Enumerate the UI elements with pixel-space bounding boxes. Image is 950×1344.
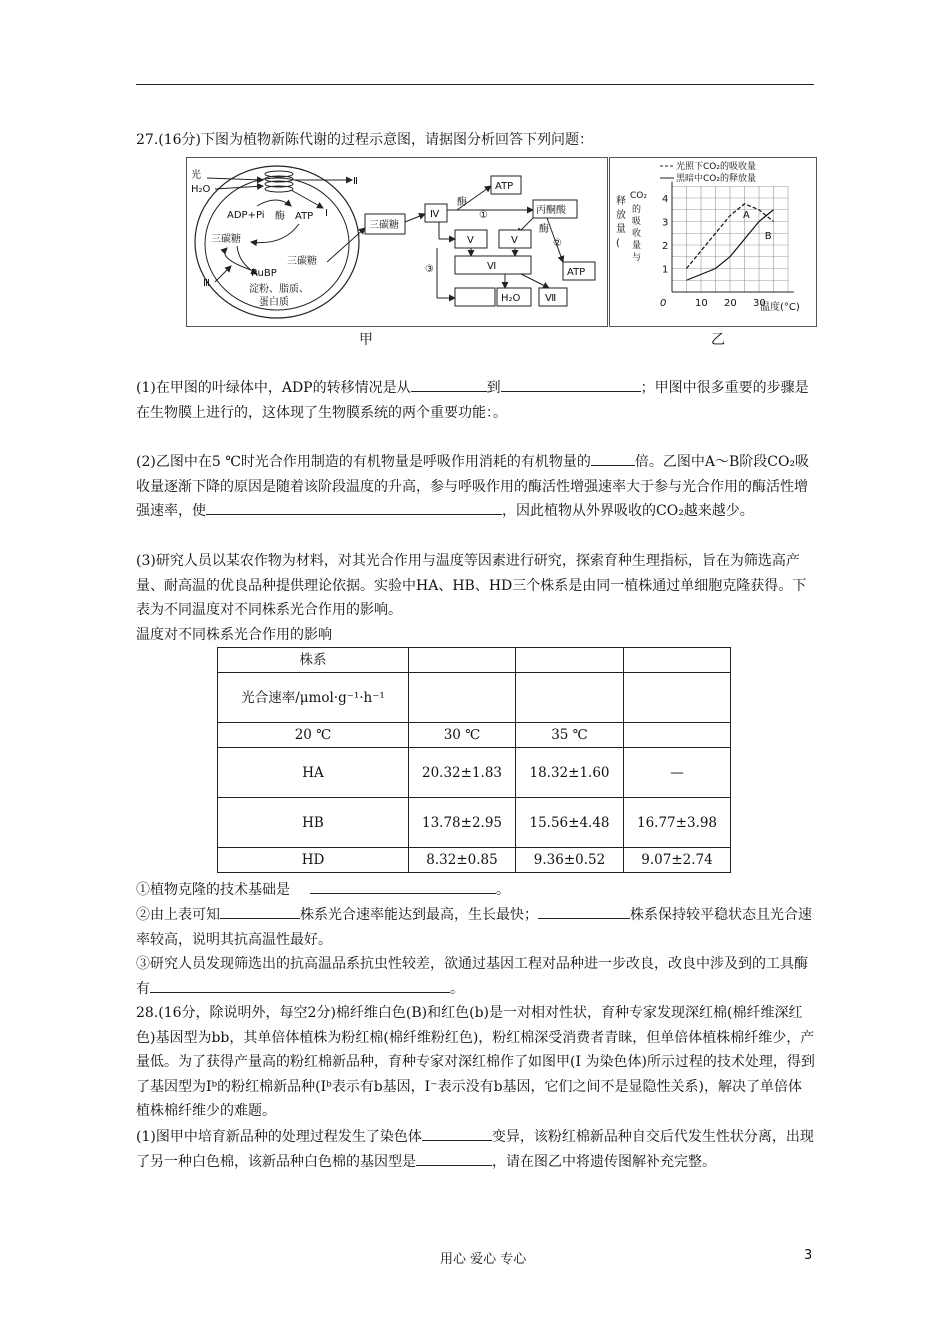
header-rule	[136, 84, 814, 85]
roman-VII: Ⅶ	[545, 293, 557, 304]
h2o-label: H₂O	[191, 184, 211, 195]
roman-VI: Ⅵ	[487, 261, 497, 272]
row-name: HB	[218, 798, 409, 848]
q27-intro: 27.(16分)下图为植物新陈代谢的过程示意图，请据图分析回答下列问题：	[136, 132, 594, 148]
th-strain: 株系	[218, 648, 409, 673]
q28-s1-text-b: 变异，该粉红棉新品种自交后代发生性状分离，出现了另一种白色棉，该新品种白色棉的基因型是	[136, 1129, 814, 1170]
light-label: 光	[191, 170, 201, 181]
q27-q3-text-a: ③研究人员发现筛选出的抗高温品系抗虫性较差，欲通过基因工程对品种进一步改良，改良中涉及到的工具酶有	[136, 956, 808, 997]
circle-1: ①	[479, 210, 488, 221]
cell: 20.32±1.83	[409, 748, 516, 798]
row-name: HD	[218, 848, 409, 873]
q28-intro: 28.(16分，除说明外，每空2分)棉纤维白色(B)和红色(b)是一对相对性状，育种专家发现深红棉(棉纤维深红色)基因型为bb，其单倍体植株为粉红棉(棉纤维粉红色)，粉红棉深受消费者青睐，但单倍体植株棉纤维少，产量低。为了获得产量高的粉红棉新品种，育种专家对深红棉作了如图甲(Ⅰ 为染色体)所示过程的技术处理，得到了基因型为Ⅰᵇ的粉红棉新品种(Ⅰᵇ表示有b基因，Ⅰ⁻表示没有b基因，它们之间不是显隐性关系)，解决了单倍体植株棉纤维少的难题。	[136, 1005, 815, 1119]
legend-solid-label: 黑暗中CO₂的释放量	[676, 174, 756, 184]
triose-label-2: 三碳糖	[287, 256, 317, 267]
q27-s1-text-a: (1)在甲图的叶绿体中，ADP的转移情况是从	[136, 380, 411, 396]
q27-q3-text-b: 。	[450, 980, 464, 997]
x-axis-label: 温度(°C)	[760, 302, 800, 313]
legend-dashed-label: 光照下CO₂的吸收量	[676, 162, 756, 172]
cell: 15.56±4.48	[516, 798, 624, 848]
answer-blank[interactable]	[310, 878, 496, 894]
x-tick-label: 10	[695, 298, 708, 309]
point-b-label: B	[764, 231, 772, 243]
roman-V-2: Ⅴ	[511, 235, 518, 246]
svg-text:收: 收	[632, 229, 642, 239]
cell: 9.36±0.52	[516, 848, 624, 873]
q27-s1-text-b: 到	[486, 380, 501, 396]
roman-III: Ⅲ	[203, 278, 210, 289]
cell: 8.32±0.85	[409, 848, 516, 873]
rubp-label: RuBP	[251, 268, 277, 279]
svg-text:的: 的	[632, 205, 642, 215]
table-row	[218, 798, 731, 848]
h2o-box: H₂O	[501, 293, 521, 304]
table-row	[218, 748, 731, 798]
roman-II: Ⅱ	[353, 176, 358, 187]
q28-s1-text-a: (1)图甲中培育新品种的处理过程发生了染色体	[136, 1129, 422, 1145]
svg-text:量: 量	[632, 241, 642, 251]
triose-label-1: 三碳糖	[211, 234, 241, 245]
q27-s2-text-c: ，因此植物从外界吸收的CO₂越来越少。	[502, 503, 754, 519]
cell: —	[624, 748, 731, 798]
q27-s2-text-a: (2)乙图中在5 ℃时光合作用制造的有机物量是呼吸作用消耗的有机物量的	[136, 454, 591, 470]
q27-q2	[136, 903, 816, 952]
y-tick-label: 1	[662, 264, 669, 276]
q28-sub1	[136, 1125, 816, 1174]
metabolism-diagram	[187, 158, 607, 326]
svg-text:(: (	[616, 238, 620, 249]
page-number: 3	[804, 1248, 813, 1263]
svg-text:CO₂: CO₂	[630, 191, 647, 201]
table-title: 温度对不同株系光合作用的影响	[136, 627, 332, 643]
fig-yi-caption: 乙	[711, 332, 725, 348]
q27-sub3: (3)研究人员以某农作物为材料，对其光合作用与温度等因素进行研究，探索育种生理指标，旨在为筛选高产量、耐高温的优良品种提供理论依据。实验中HA、HB、HD三个株系是由同一植株通过单细胞克隆获得。下表为不同温度对不同株系光合作用的影响。	[136, 553, 807, 618]
x-tick-label: 20	[724, 298, 737, 309]
svg-text:放: 放	[616, 210, 626, 221]
footer-slogan: 用心 爱心 专心	[440, 1252, 527, 1267]
thylakoid-icon	[265, 171, 293, 192]
figure-jia	[186, 157, 608, 327]
answer-blank[interactable]	[206, 499, 502, 515]
y-tick-label: 2	[662, 241, 669, 252]
q27-sub2	[136, 450, 816, 524]
row-name: HA	[218, 748, 409, 798]
figure-yi	[609, 157, 817, 327]
svg-text:吸: 吸	[632, 217, 642, 227]
atp-box-2: ATP	[567, 267, 586, 278]
q27-sub1	[136, 376, 816, 425]
answer-blank[interactable]	[591, 450, 635, 466]
y-tick-label: 4	[662, 194, 669, 205]
enzyme-label-1: 酶	[275, 211, 285, 222]
y-tick-label: 3	[662, 217, 669, 229]
adp-pi-label: ADP+Pi	[227, 210, 265, 221]
triose-box: 三碳糖	[369, 220, 399, 231]
circle-2: ②	[553, 238, 562, 249]
circle-3: ③	[425, 264, 434, 275]
pyruvate-box: 丙酮酸	[536, 205, 566, 216]
roman-I: Ⅰ	[325, 208, 328, 219]
th-temp-20: 20 ℃	[218, 723, 409, 748]
table-row	[218, 848, 731, 873]
q27-q2-text-c: 株系保持较平稳状态且光合速率较高，说明其抗高温性最好。	[136, 907, 812, 948]
fig-jia-caption: 甲	[359, 332, 373, 348]
cell: 13.78±2.95	[409, 798, 516, 848]
q28-s1-text-c: ，请在图乙中将遗传图解补充完整。	[492, 1153, 716, 1170]
th-rate: 光合速率/μmol·g⁻¹·h⁻¹	[218, 673, 409, 723]
enzyme-label-3: 酶	[539, 224, 549, 235]
point-a-label: A	[743, 209, 750, 221]
photosynthesis-table	[217, 647, 731, 873]
q27-q2-text-b: 株系光合速率能达到最高，生长最快；	[300, 907, 538, 923]
atp-box-1: ATP	[495, 181, 514, 192]
th-temp-30: 30 ℃	[409, 723, 516, 748]
answer-blank[interactable]	[416, 1150, 492, 1166]
q27-q1-text-a: ①植物克隆的技术基础是	[136, 882, 290, 898]
answer-blank[interactable]	[220, 903, 300, 919]
cell: 18.32±1.60	[516, 748, 624, 798]
answer-blank[interactable]	[150, 977, 450, 993]
answer-blank[interactable]	[411, 376, 487, 392]
th-temp-35: 35 ℃	[516, 723, 624, 748]
answer-blank[interactable]	[422, 1125, 492, 1141]
answer-blank[interactable]	[538, 903, 630, 919]
enzyme-label-2: 酶	[457, 197, 467, 208]
roman-V-1: Ⅴ	[467, 235, 474, 246]
origin-label: 0	[660, 298, 667, 309]
x-tick-label: 30	[753, 298, 766, 309]
q27-q1-text-b: 。	[496, 882, 510, 898]
q27-s2-text-b: 倍。乙图中A～B阶段CO₂吸收量逐渐下降的原因是随着该阶段温度的升高，参与呼吸作用的酶活性增强速率大于参与光合作用的酶活性增强速率，使	[136, 454, 810, 519]
atp-label-1: ATP	[295, 211, 314, 222]
q27-s1-text-c: ；甲图中很多重要的步骤是在生物膜上进行的，这体现了生物膜系统的两个重要功能：	[136, 380, 809, 421]
q27-s1-text-d: 。	[493, 404, 507, 421]
answer-blank[interactable]	[501, 376, 641, 392]
svg-text:与: 与	[632, 253, 642, 263]
q27-q2-text-a: ②由上表可知	[136, 907, 220, 923]
roman-IV: Ⅳ	[430, 209, 440, 220]
protein-label: 蛋白质	[259, 297, 289, 308]
q27-q3	[136, 952, 816, 1001]
q27-q1	[136, 878, 816, 903]
svg-text:释: 释	[616, 196, 626, 207]
y-axis-label	[616, 191, 647, 263]
cell: 9.07±2.74	[624, 848, 731, 873]
cell: 16.77±3.98	[624, 798, 731, 848]
co2-chart	[610, 158, 816, 326]
starch-label: 淀粉、脂质、	[249, 284, 309, 295]
chart-grid	[672, 182, 794, 292]
svg-text:量: 量	[616, 224, 626, 235]
